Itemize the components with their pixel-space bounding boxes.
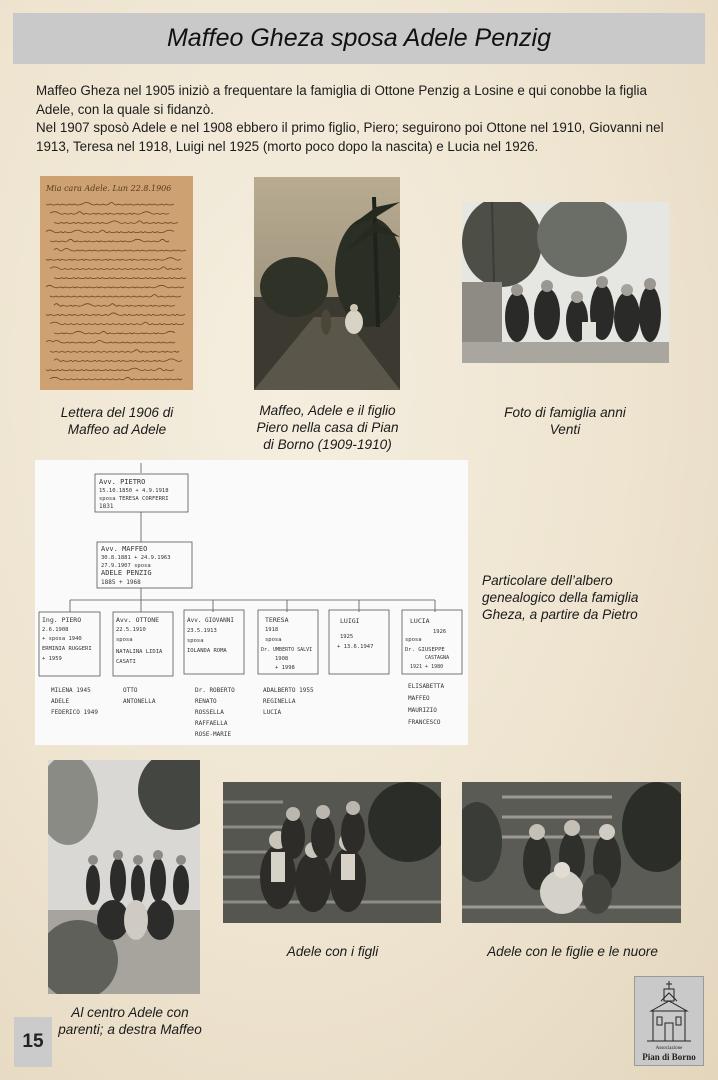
svg-text:ROSE-MARIE: ROSE-MARIE — [195, 731, 232, 738]
svg-text:Avv. MAFFEO: Avv. MAFFEO — [101, 545, 148, 553]
svg-text:MAURIZIO: MAURIZIO — [408, 707, 437, 714]
svg-text:ANTONELLA: ANTONELLA — [123, 698, 156, 705]
tree-node-pietro — [99, 478, 169, 510]
svg-text:ROSSELLA: ROSSELLA — [195, 709, 224, 716]
svg-text:Ing. PIERO: Ing. PIERO — [42, 616, 82, 624]
svg-text:NATALINA LIDIA: NATALINA LIDIA — [116, 649, 163, 655]
intro-paragraph-2: Nel 1907 sposò Adele e nel 1908 ebbero il primo figlio, Piero; seguirono poi Ottone nel 1910, Giovanni nel 1913, Teresa nel 1918, Luigi nel 1925 (morto poco dopo la nascita) e Lucia nel 1926. — [36, 120, 664, 154]
tree-child-teresa — [261, 616, 314, 716]
tree-child-giovanni — [187, 617, 235, 738]
svg-text:IOLANDA ROMA: IOLANDA ROMA — [187, 648, 227, 654]
title-bar — [13, 13, 705, 64]
tree-child-lucia — [405, 617, 449, 726]
tree-child-piero — [42, 616, 98, 716]
page-number: 15 — [14, 1017, 52, 1067]
handwriting-line — [54, 359, 182, 362]
handwriting-line — [50, 295, 181, 298]
letter-photo — [40, 176, 193, 390]
tree-node-maffeo — [101, 545, 171, 586]
caption-letter: Lettera del 1906 di Maffeo ad Adele — [60, 405, 174, 437]
svg-text:ERMINIA RUGGERI: ERMINIA RUGGERI — [42, 646, 92, 652]
handwriting-line — [54, 278, 186, 279]
svg-text:1908: 1908 — [275, 656, 289, 662]
caption-daughters: Adele con le figlie e le nuore — [487, 944, 658, 959]
svg-text:RAFFAELLA: RAFFAELLA — [195, 720, 228, 727]
svg-text:1918: 1918 — [265, 627, 279, 633]
svg-text:MILENA 1945: MILENA 1945 — [51, 687, 91, 694]
handwriting-line — [46, 258, 181, 261]
svg-text:27.9.1907 sposa: 27.9.1907 sposa — [101, 563, 151, 569]
svg-text:ELISABETTA: ELISABETTA — [408, 683, 445, 690]
svg-text:1831: 1831 — [99, 503, 114, 510]
svg-text:1921 + 1980: 1921 + 1980 — [410, 664, 444, 670]
caption-garden: Maffeo, Adele e il figlio Piero nella casa di Pian di Borno (1909-1910) — [256, 403, 399, 452]
handwriting-line — [46, 203, 174, 206]
handwriting-line — [46, 341, 175, 344]
svg-text:+ 1998: + 1998 — [275, 665, 295, 671]
caption-sons: Adele con i figli — [286, 944, 379, 959]
tree-child-luigi — [337, 617, 373, 650]
svg-text:Avv. OTTONE: Avv. OTTONE — [116, 616, 160, 624]
tree-child-ottone — [116, 616, 163, 705]
caption-tree: Particolare dell’albero genealogico della famiglia Gheza, a partire da Pietro — [482, 573, 639, 622]
handwriting-lines — [40, 176, 193, 390]
handwriting-line — [46, 230, 174, 233]
svg-text:+ 13.6.1947: + 13.6.1947 — [337, 644, 374, 650]
svg-text:MAFFEO: MAFFEO — [408, 695, 430, 702]
svg-text:sposa: sposa — [405, 637, 422, 643]
logo-name: Pian di Borno — [642, 1052, 696, 1062]
svg-text:1925: 1925 — [340, 634, 354, 640]
svg-text:ADALBERTO 1955: ADALBERTO 1955 — [263, 687, 314, 694]
association-logo — [634, 976, 704, 1066]
svg-text:OTTO: OTTO — [123, 687, 138, 694]
caption-family: Foto di famiglia anni Venti — [504, 405, 626, 437]
logo-small-text: Associazione — [655, 1046, 683, 1051]
handwriting-line — [50, 239, 169, 242]
svg-text:LUCIA: LUCIA — [263, 709, 282, 716]
handwriting-line — [54, 331, 175, 334]
handwriting-line — [46, 368, 174, 371]
svg-text:Avv. GIOVANNI: Avv. GIOVANNI — [187, 617, 234, 624]
daughters-photo — [462, 782, 681, 923]
svg-text:LUIGI: LUIGI — [340, 617, 360, 625]
handwriting-line — [54, 304, 175, 307]
handwriting-line — [50, 350, 179, 353]
svg-text:REGINELLA: REGINELLA — [263, 698, 296, 705]
church-icon — [635, 977, 703, 1047]
svg-text:RENATO: RENATO — [195, 698, 217, 705]
svg-text:CASTAGNA: CASTAGNA — [425, 655, 450, 661]
svg-text:+ sposa 1940: + sposa 1940 — [42, 636, 82, 642]
handwriting-line — [50, 322, 184, 325]
svg-text:TERESA: TERESA — [265, 616, 289, 624]
svg-text:Dr. ROBERTO: Dr. ROBERTO — [195, 687, 235, 694]
svg-text:Avv. PIETRO: Avv. PIETRO — [99, 478, 146, 486]
svg-text:sposa: sposa — [265, 637, 282, 643]
intro-text — [36, 82, 684, 156]
relatives-photo — [48, 760, 200, 994]
sons-photo — [223, 782, 441, 923]
handwriting-line — [50, 267, 182, 270]
handwriting-line — [50, 212, 169, 215]
svg-text:Dr. UMBERTO SALVI: Dr. UMBERTO SALVI — [261, 647, 313, 653]
svg-text:2.6.1908: 2.6.1908 — [42, 627, 69, 633]
family-photo — [462, 202, 669, 363]
handwriting-line — [46, 313, 185, 316]
svg-text:30.8.1881 + 24.9.1963: 30.8.1881 + 24.9.1963 — [101, 555, 171, 561]
svg-text:sposa: sposa — [116, 637, 133, 643]
svg-text:22.5.1910: 22.5.1910 — [116, 627, 146, 633]
svg-text:FEDERICO 1949: FEDERICO 1949 — [51, 709, 98, 716]
page-title: Maffeo Gheza sposa Adele Penzig — [166, 24, 552, 52]
handwriting-line — [50, 377, 182, 380]
svg-text:15.10.1850 + 4.9.1918: 15.10.1850 + 4.9.1918 — [99, 488, 169, 494]
svg-text:FRANCESCO: FRANCESCO — [408, 719, 441, 726]
handwriting-line — [54, 221, 178, 224]
intro-paragraph-1: Maffeo Gheza nel 1905 iniziò a frequentare la famiglia di Ottone Penzig a Losine e qui conobbe la figlia Adele, con la quale si fidanzò. — [36, 83, 647, 117]
caption-relatives: Al centro Adele con parenti; a destra Maffeo — [58, 1005, 202, 1037]
family-tree — [35, 460, 468, 745]
svg-text:1885 + 1968: 1885 + 1968 — [101, 579, 141, 586]
svg-text:CASATI: CASATI — [116, 659, 136, 665]
svg-text:sposa TERESA CORFERRI: sposa TERESA CORFERRI — [99, 496, 169, 502]
svg-text:sposa: sposa — [187, 638, 204, 644]
svg-text:ADELE: ADELE — [51, 698, 70, 705]
svg-text:23.5.1913: 23.5.1913 — [187, 628, 217, 634]
svg-text:Dr. GIUSEPPE: Dr. GIUSEPPE — [405, 647, 445, 653]
garden-photo — [254, 177, 400, 390]
handwriting-line — [46, 285, 184, 288]
svg-text:1926: 1926 — [433, 629, 447, 635]
svg-text:ADELE PENZIG: ADELE PENZIG — [101, 569, 152, 577]
handwriting-line — [54, 249, 186, 252]
letter-opening: Mia cara Adele. Lun 22.8.1906 — [46, 184, 172, 193]
svg-text:+ 1959: + 1959 — [42, 656, 62, 662]
svg-text:LUCIA: LUCIA — [410, 617, 430, 625]
